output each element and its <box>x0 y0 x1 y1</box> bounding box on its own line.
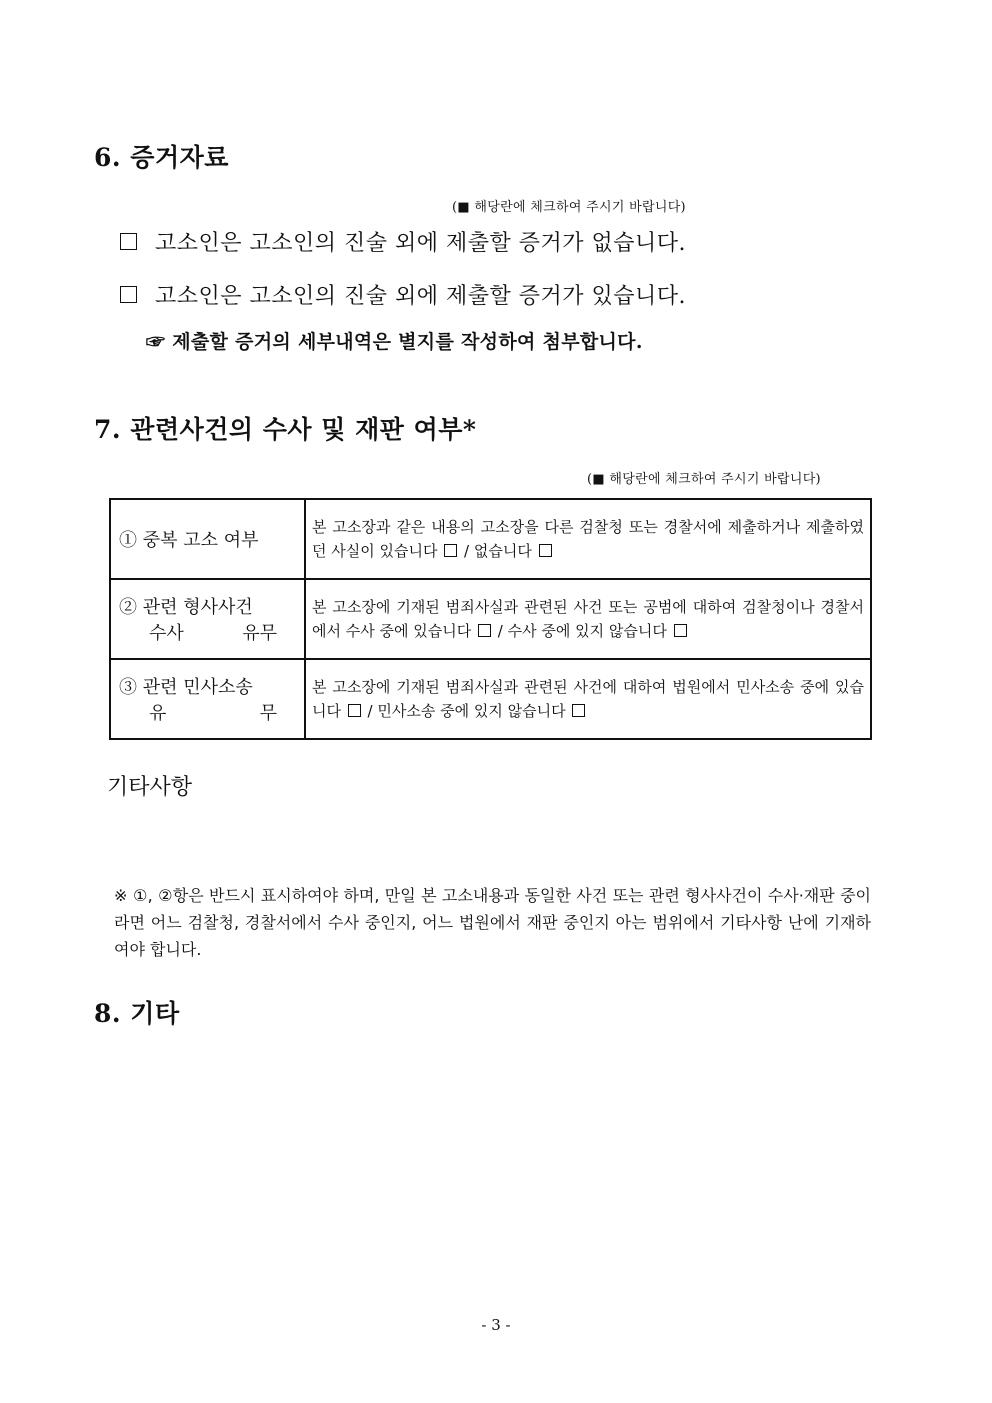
section6-heading: 6. 증거자료 <box>94 143 229 172</box>
row3-yes-checkbox[interactable] <box>348 704 361 717</box>
row3-no-checkbox[interactable] <box>572 704 585 717</box>
row2-no-label: 수사 중에 있지 않습니다 <box>507 622 667 640</box>
evidence-exists-checkbox[interactable] <box>120 286 137 303</box>
evidence-exists-option[interactable] <box>120 279 686 310</box>
row2-no-checkbox[interactable] <box>674 624 687 637</box>
footnote: ※ ①, ②항은 반드시 표시하여야 하며, 만일 본 고소내용과 동일한 사건 또는 관련 형사사건이 수사·재판 중이라면 어느 검찰청, 경찰서에서 수사 중인지, 어느 법원에서 재판 중인지 아는 범위에서 기타사항 난에 기재하여야 합니다. <box>114 886 871 959</box>
row2-label-line1: ② 관련 형사사건 <box>119 597 253 618</box>
row2-label <box>110 579 305 659</box>
row1-content-text: 본 고소장과 같은 내용의 고소장을 다른 검찰청 또는 경찰서에 제출하거나 제출하였던 사실이 있습니다 <box>312 518 864 560</box>
table-row <box>110 659 871 739</box>
evidence-exists-label: 고소인은 고소인의 진술 외에 제출할 증거가 있습니다. <box>155 284 686 309</box>
row3-label-line2a: 유 <box>149 703 167 724</box>
page-number: - 3 - <box>481 1316 511 1334</box>
row1-no-label: 없습니다 <box>473 542 532 560</box>
evidence-none-label: 고소인은 고소인의 진술 외에 제출할 증거가 없습니다. <box>155 231 686 256</box>
related-cases-table <box>109 498 872 740</box>
row3-separator: / <box>367 702 373 720</box>
row2-label-line2a: 수사 <box>149 623 184 644</box>
row3-no-label: 민사소송 중에 있지 않습니다 <box>377 702 566 720</box>
row2-label-line2b: 유무 <box>242 623 277 644</box>
attach-note: ☞ 제출할 증거의 세부내역은 별지를 작성하여 첨부합니다. <box>146 331 643 353</box>
row2-separator: / <box>497 622 503 640</box>
row2-content <box>305 579 871 659</box>
table-row <box>110 499 871 579</box>
row1-label-text: ① 중복 고소 여부 <box>119 530 259 551</box>
row3-label-line2b: 무 <box>259 703 277 724</box>
row1-yes-checkbox[interactable] <box>444 544 457 557</box>
row3-label-line1: ③ 관련 민사소송 <box>119 677 253 698</box>
row2-yes-checkbox[interactable] <box>478 624 491 637</box>
row3-content <box>305 659 871 739</box>
row2-content-text: 본 고소장에 기재된 범죄사실과 관련된 사건 또는 공범에 대하여 검찰청이나 경찰서에서 수사 중에 있습니다 <box>312 598 864 640</box>
evidence-none-checkbox[interactable] <box>120 233 137 250</box>
section8-heading: 8. 기타 <box>94 999 180 1028</box>
row1-no-checkbox[interactable] <box>539 544 552 557</box>
evidence-none-option[interactable] <box>120 226 686 257</box>
section6-check-note: (■ 해당란에 체크하여 주시기 바랍니다) <box>452 200 686 215</box>
section7-heading: 7. 관련사건의 수사 및 재판 여부* <box>94 415 477 444</box>
row1-content <box>305 499 871 579</box>
row3-content-text: 본 고소장에 기재된 범죄사실과 관련된 사건에 대하여 법원에서 민사소송 중에 있습니다 <box>312 678 864 720</box>
section7-check-note: (■ 해당란에 체크하여 주시기 바랍니다) <box>587 472 821 487</box>
row1-separator: / <box>464 542 470 560</box>
row1-label <box>110 499 305 579</box>
table-row <box>110 579 871 659</box>
row3-label <box>110 659 305 739</box>
other-matters-label: 기타사항 <box>107 775 193 800</box>
